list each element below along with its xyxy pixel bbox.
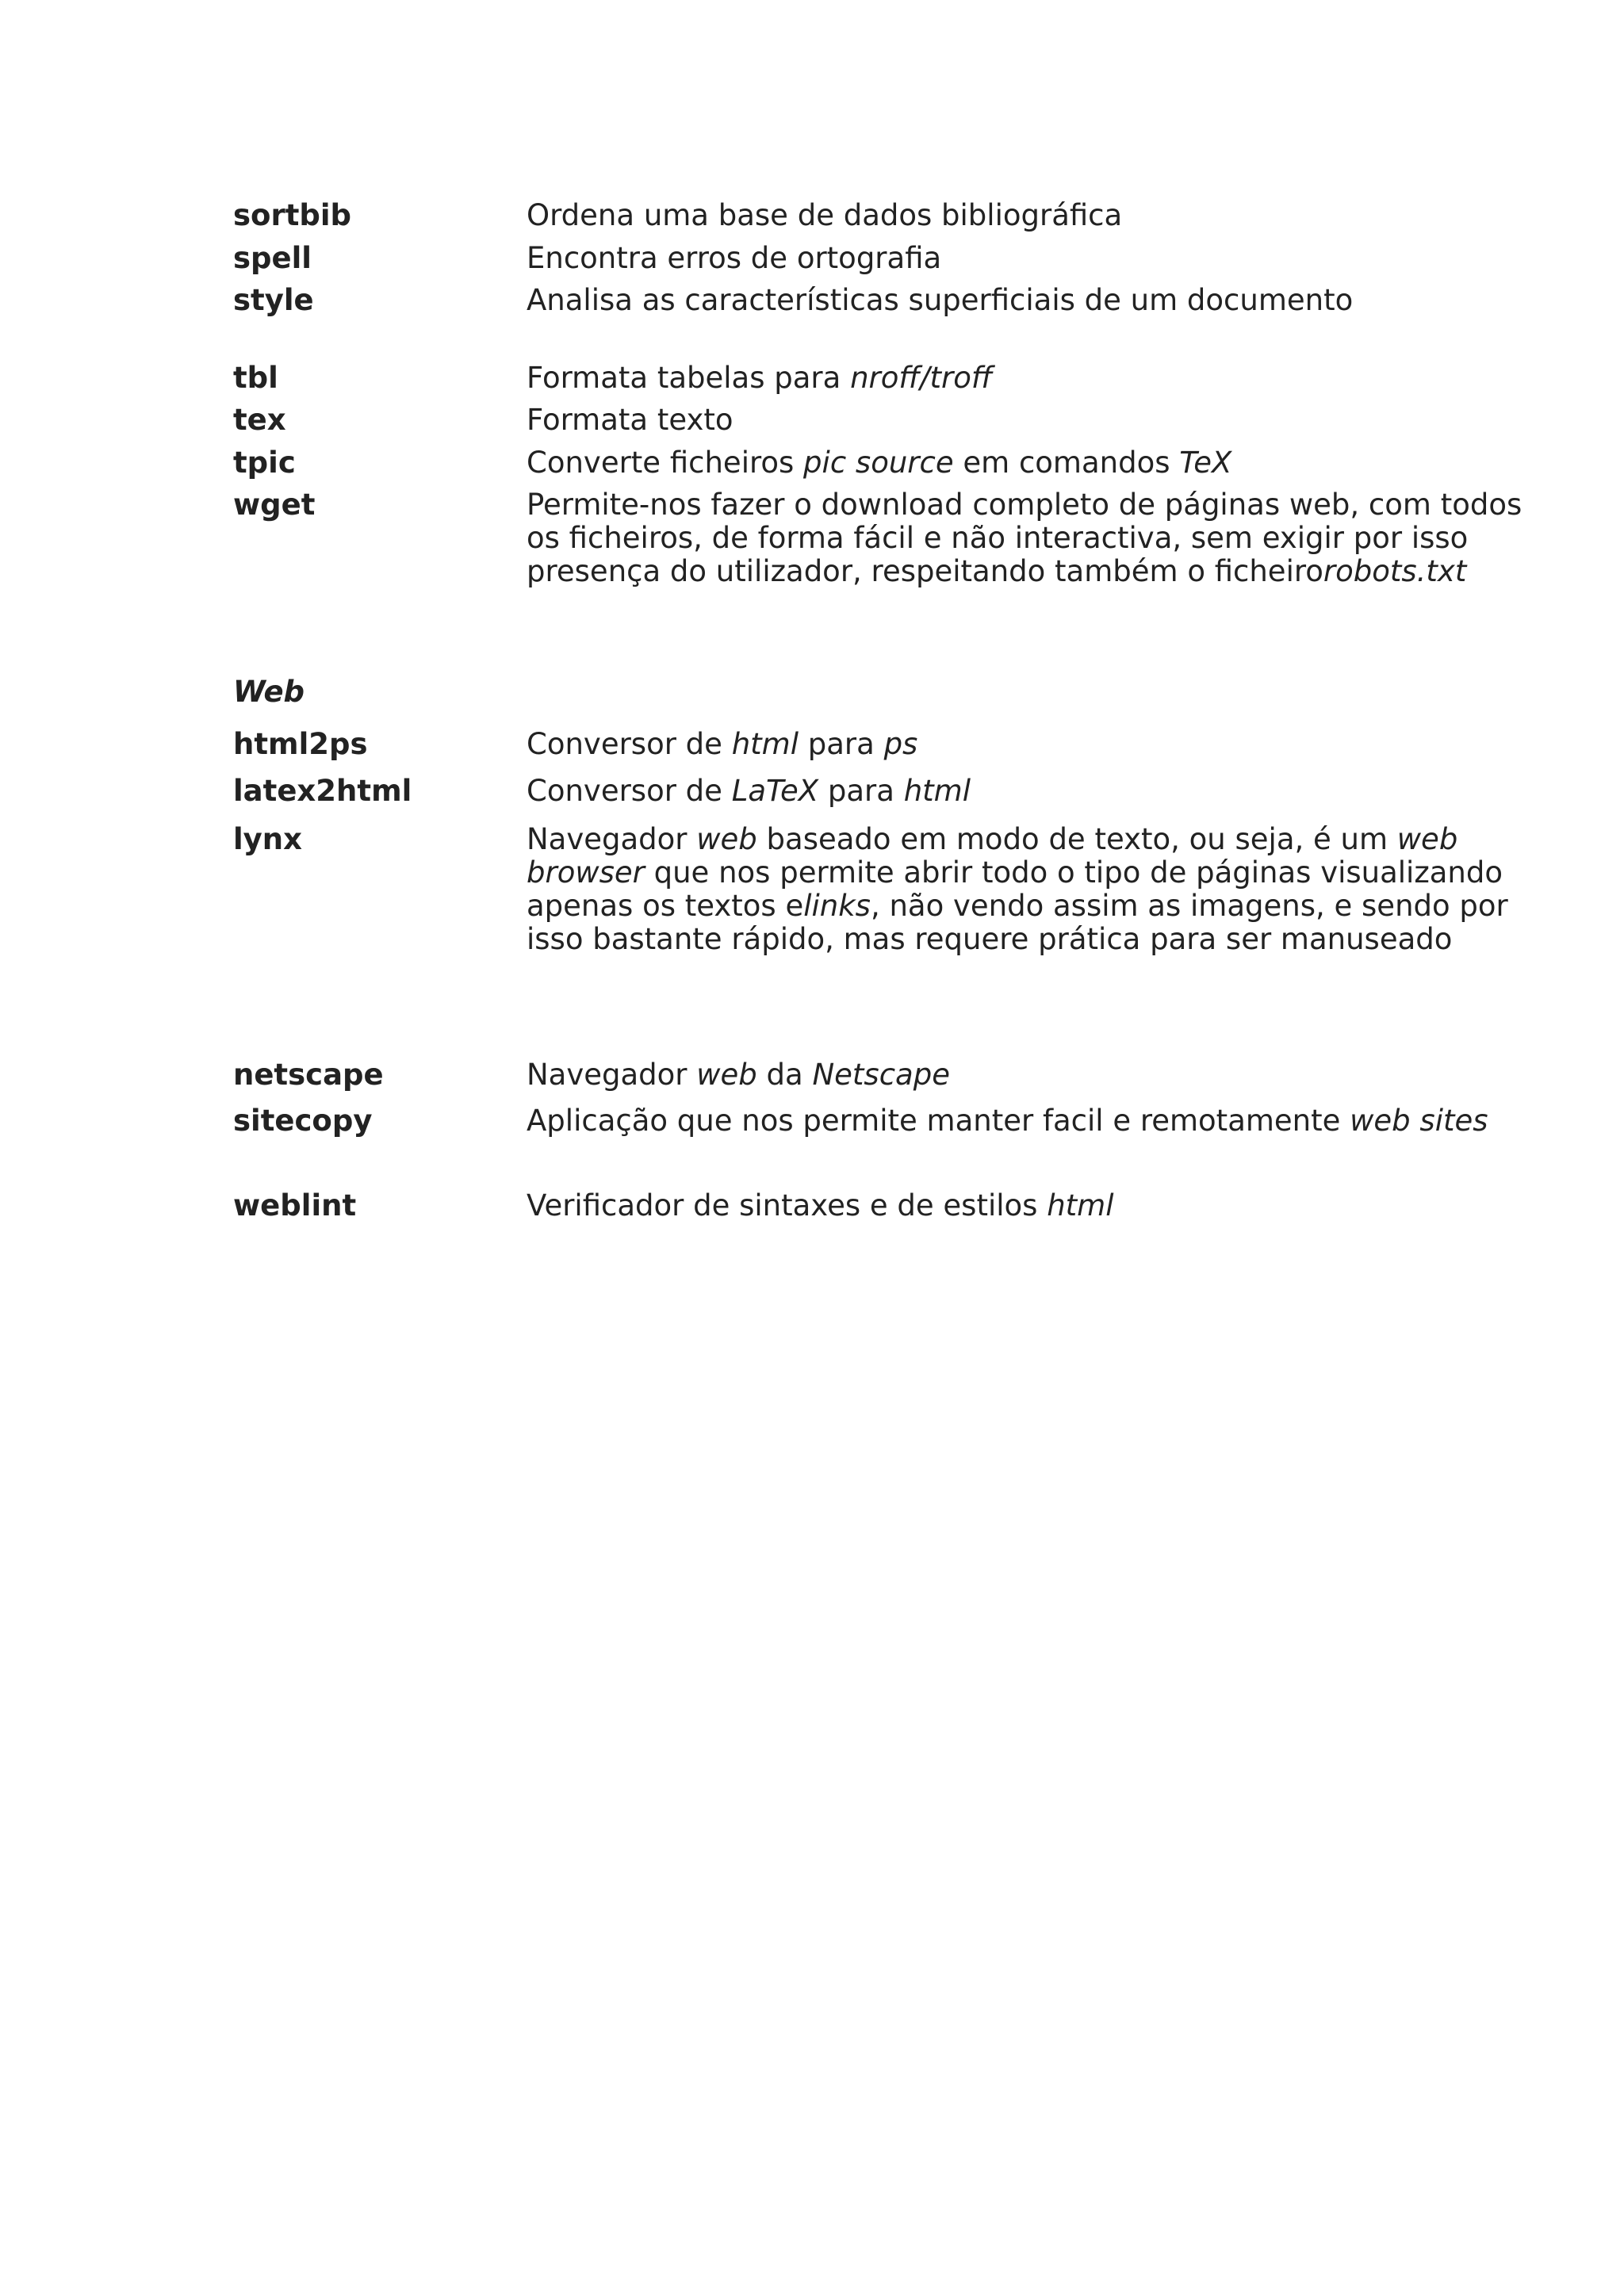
desc-tex: Formata texto — [527, 403, 733, 437]
term-sitecopy: sitecopy — [233, 1104, 373, 1138]
desc-netscape: Navegador web da Netscape — [527, 1058, 950, 1092]
section-title-web: Web — [233, 675, 305, 709]
desc-html2ps: Conversor de html para ps — [527, 727, 918, 761]
term-html2ps: html2ps — [233, 727, 368, 761]
term-wget: wget — [233, 488, 316, 522]
term-tbl: tbl — [233, 361, 278, 395]
desc-style: Analisa as características superficiais de um documento — [527, 283, 1354, 317]
term-netscape: netscape — [233, 1058, 384, 1092]
term-style: style — [233, 283, 314, 317]
desc-spell: Encontra erros de ortografia — [527, 241, 942, 275]
desc-weblint: Verificador de sintaxes e de estilos html — [527, 1188, 1114, 1223]
term-weblint: weblint — [233, 1188, 357, 1223]
desc-sortbib: Ordena uma base de dados bibliográfica — [527, 198, 1123, 232]
term-spell: spell — [233, 241, 312, 275]
term-lynx: lynx — [233, 822, 303, 856]
term-latex2html: latex2html — [233, 774, 412, 808]
desc-tpic: Converte ficheiros pic source em comandos TeX — [527, 446, 1232, 480]
term-sortbib: sortbib — [233, 198, 352, 232]
desc-wget: Permite-nos fazer o download completo de páginas web, com todos os ficheiros, de forma fácil e não interactiva, sem exigir por isso presença do utilizador, respeitando também o ficheirorobots.txt — [527, 488, 1522, 588]
term-tex: tex — [233, 403, 286, 437]
term-tpic: tpic — [233, 446, 296, 480]
desc-lynx: Navegador web baseado em modo de texto, ou seja, é um web browser que nos permite abrir todo o tipo de páginas visualizando apenas os textos elinks, não vendo assim as imagens, e sendo por isso bastante rápido, mas requere prática para ser manuseado — [527, 822, 1508, 956]
desc-tbl: Formata tabelas para nroff/troff — [527, 361, 993, 395]
desc-sitecopy: Aplicação que nos permite manter facil e remotamente web sites — [527, 1104, 1488, 1138]
desc-latex2html: Conversor de LaTeX para html — [527, 774, 971, 808]
